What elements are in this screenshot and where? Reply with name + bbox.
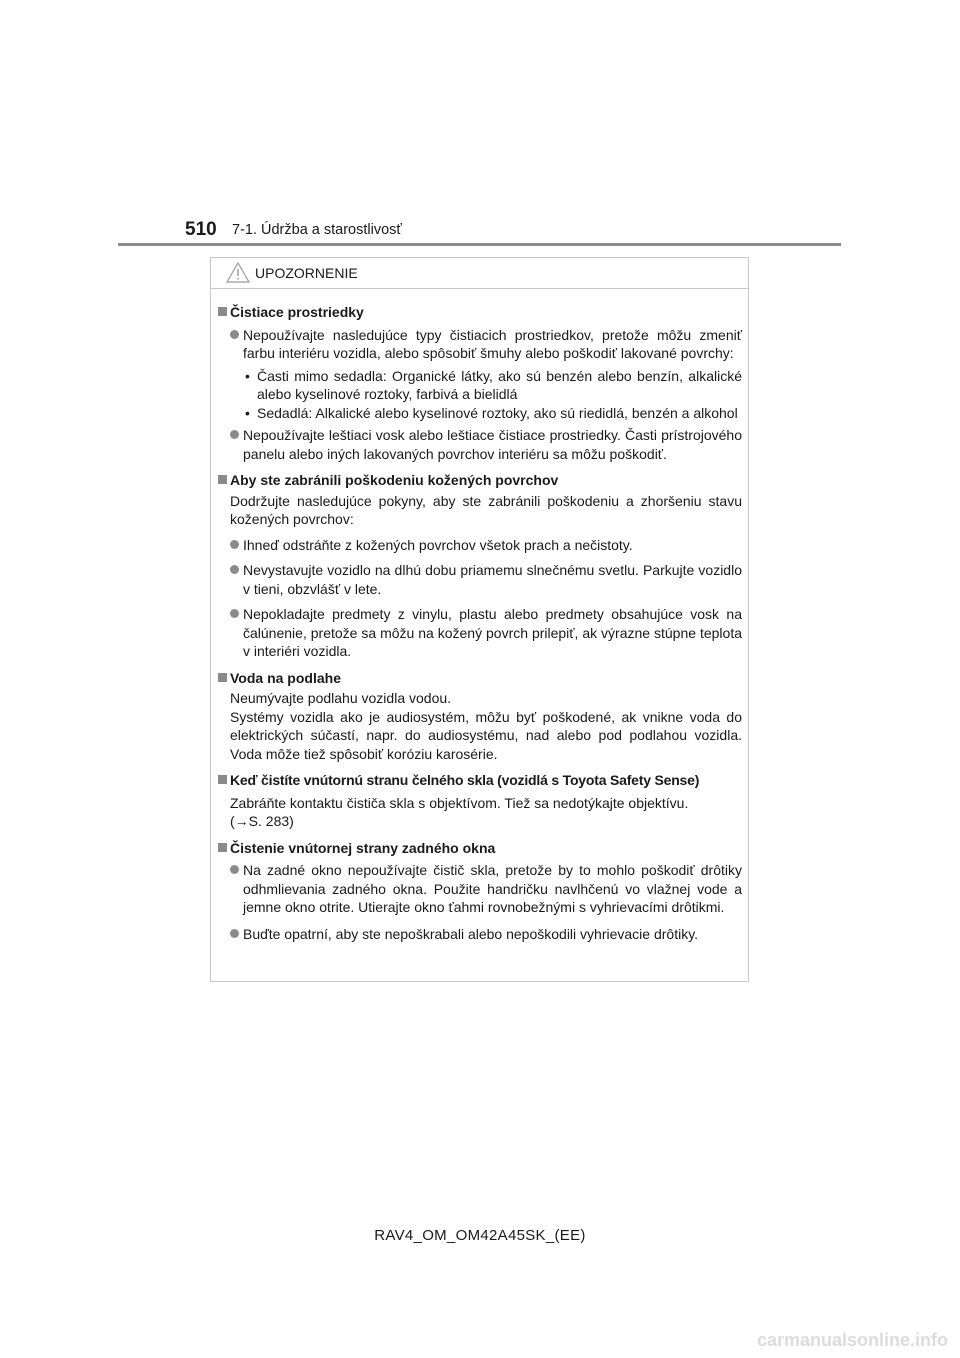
heading-cleaning: Čistiace prostriedky	[217, 303, 742, 322]
page-reference: (→S. 283)	[230, 813, 294, 829]
header-rule	[118, 243, 841, 246]
watermark: carmanualsonline.info	[756, 1330, 948, 1350]
paragraph: Zabráňte kontaktu čističa skla s objektívom. Tiež sa nedotýkajte objektívu.	[230, 794, 689, 811]
circle-bullet-icon	[230, 565, 239, 574]
square-bullet-icon	[218, 307, 227, 316]
paragraph: Dodržujte nasledujúce pokyny, aby ste zabránili poškodeniu a zhoršeniu stavu kožených povrchov:	[230, 492, 742, 527]
list-item: Nevystavujte vozidlo na dlhú dobu priamemu slnečnému svetlu. Parkujte vozidlo v tieni, obzvlášť v lete.	[217, 561, 742, 598]
circle-bullet-icon	[230, 330, 239, 339]
list-item: Buďte opatrní, aby ste nepoškrabali alebo nepoškodili vyhrievacie drôtiky.	[217, 925, 742, 944]
heading-leather: Aby ste zabránili poškodeniu kožených povrchov	[217, 471, 742, 490]
square-bullet-icon	[218, 775, 227, 784]
list-item: Nepoužívajte leštiaci vosk alebo leštiace čistiace prostriedky. Časti prístrojového panelu alebo iných lakovaných povrchov interiéru sa môžu poškodiť.	[217, 426, 742, 463]
heading-floor: Voda na podlahe	[217, 669, 742, 688]
sub-list-item: • Časti mimo sedadla: Organické látky, ako sú benzén alebo benzín, alkalické alebo kyselinové roztoky, farbivá a bielidlá	[245, 367, 742, 402]
warning-triangle-icon	[226, 262, 250, 288]
paragraph: Neumývajte podlahu vozidla vodou.	[230, 690, 452, 706]
paragraph: Systémy vozidla ako je audiosystém, môžu byť poškodené, ak vnikne voda do elektrických súčastí, napr. do audiosystému, nad alebo pod podlahou vozidla. Voda môže tiež spôsobiť koróziu karosérie.	[230, 708, 742, 762]
circle-bullet-icon	[230, 609, 239, 618]
circle-bullet-icon	[230, 929, 239, 938]
square-bullet-icon	[218, 673, 227, 682]
list-item: Ihneď odstráňte z kožených povrchov všetok prach a nečistoty.	[217, 536, 742, 555]
heading-windshield: Keď čistíte vnútornú stranu čelného skla (vozidlá s Toyota Safety Sense)	[217, 771, 742, 790]
list-item: Nepokladajte predmety z vinylu, plastu alebo predmety obsahujúce vosk na čalúnenie, pretože sa môžu na kožený povrch prilepiť, ak výrazne stúpne teplota v interiéri vozidla.	[217, 605, 742, 661]
circle-bullet-icon	[230, 865, 239, 874]
warning-title: UPOZORNENIE	[255, 265, 358, 281]
square-bullet-icon	[218, 475, 227, 484]
square-bullet-icon	[218, 843, 227, 852]
warning-box	[210, 257, 749, 982]
document-code: RAV4_OM_OM42A45SK_(EE)	[374, 1227, 586, 1244]
section-title: 7-1. Údržba a starostlivosť	[232, 222, 402, 238]
list-item: Nepoužívajte nasledujúce typy čistiacich prostriedkov, pretože môžu zmeniť farbu interiéru vozidla, alebo spôsobiť šmuhy alebo poškodiť lakované povrchy:	[217, 326, 742, 363]
warning-content	[211, 289, 748, 943]
page-number: 510	[185, 219, 217, 240]
heading-rear-window: Čistenie vnútornej strany zadného okna	[217, 839, 742, 858]
list-item: Na zadné okno nepoužívajte čistič skla, pretože by to mohlo poškodiť drôtiky odhmlievania zadného okna. Použite handričku navlhčenú vo vlažnej vode a jemne okno otrite. Utierajte okno ťahmi rovnobežnými s vyhrievacími drôtikmi.	[217, 861, 742, 917]
circle-bullet-icon	[230, 540, 239, 549]
warning-header	[211, 258, 748, 289]
circle-bullet-icon	[230, 430, 239, 439]
sub-list-item: • Sedadlá: Alkalické alebo kyselinové roztoky, ako sú riedidlá, benzén a alkohol	[245, 404, 738, 421]
